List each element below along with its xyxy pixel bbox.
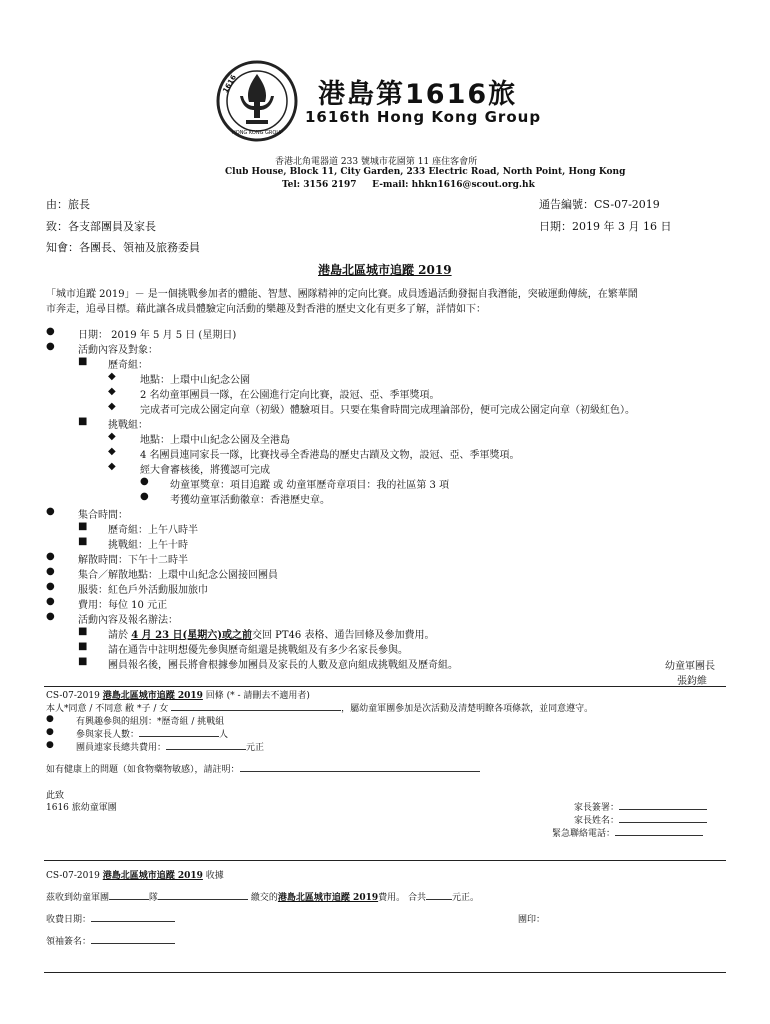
bullet-dot-icon: ● (46, 727, 54, 737)
receipt-team: 隊 (149, 893, 159, 903)
group1-item: 完成者可完成公園定向章（初級）體驗項目。只要在集會時間完成理論部份，便可完成公園定向章（初級紅色）。 (140, 405, 635, 416)
receipt-member-field[interactable] (158, 890, 248, 900)
parent-name-row (574, 813, 707, 826)
group-logo (216, 60, 298, 142)
receipt-fee: 費用。 合共 (378, 893, 426, 903)
receipt-date-field[interactable] (91, 912, 175, 922)
misc-item: 服裝：紅色戶外活動服加旅巾 (78, 585, 208, 596)
group1-title: 歷奇組： (108, 360, 148, 371)
group1-item: 2 名幼童軍團員一隊，在公園進行定向比賽，設冠、亞、季軍獎項。 (140, 390, 440, 401)
reply-title: 港島北區城市追蹤 2019 (102, 691, 203, 701)
bullet-diamond-icon: ◆ (108, 386, 116, 397)
registration-item: 請在通告中註明想優先參與歷奇組還是挑戰組及有多少名家長參與。 (108, 645, 408, 656)
reg-post: 交回 PT46 表格、通告回條及參加費用。 (251, 630, 435, 641)
child-name-field[interactable] (171, 701, 341, 711)
receipt-stamp-label: 團印： (518, 915, 546, 925)
receipt-line (46, 890, 479, 903)
notice-title: 港島北區城市追蹤 2019 (318, 263, 452, 277)
assembly-item: 挑戰組：上午十時 (108, 540, 188, 551)
bullet-square-icon: ■ (78, 641, 88, 652)
address-en: Club House, Block 11, City Garden, 233 Electric Road, North Point, Hong Kong (225, 167, 626, 177)
group1-item: 地點：上環中山紀念公園 (140, 375, 250, 386)
notice-date: 日期：2019 年 3 月 16 日 (539, 220, 672, 233)
cc-line: 知會：各團長、領袖及旅務委員 (46, 241, 200, 254)
parent-count-row (76, 727, 228, 740)
bullet-dot-icon: ● (46, 581, 55, 592)
bullet-diamond-icon: ◆ (108, 431, 116, 442)
to-line: 致：各支部團員及家長 (46, 220, 156, 233)
bullet-dot-icon: ● (46, 506, 55, 517)
reply-items (46, 714, 446, 759)
bullet-dot-icon: ● (140, 476, 149, 487)
group2-item: 經大會審核後，將獲認可完成 (140, 465, 270, 476)
group-choice[interactable]: 有興趣參與的組別：*歷奇組 / 挑戰組 (76, 717, 225, 727)
group2-subitem: 考獲幼童軍活動徽章：香港歷史章。 (170, 495, 330, 506)
bullet-diamond-icon: ◆ (108, 461, 116, 472)
emergency-field[interactable] (615, 826, 703, 836)
misc-item: 活動內容及報名辦法： (78, 615, 178, 626)
health-line (46, 762, 480, 775)
closing: 此致 (46, 791, 65, 801)
content-item: 活動內容及對象： (78, 345, 158, 356)
divider (44, 972, 726, 973)
receipt-event: 港島北區城市追蹤 2019 (277, 893, 379, 903)
bullet-dot-icon: ● (46, 566, 55, 577)
reg-deadline: 4 月 23 日(星期六)或之前 (131, 630, 252, 641)
recipient: 1616 旅幼童軍團 (46, 803, 117, 813)
group2-subitem: 幼童軍獎章：項目追蹤 或 幼童軍歷奇章項目：我的社區第 3 項 (170, 480, 450, 491)
reply-label: 回條 (205, 691, 224, 701)
bullet-dot-icon: ● (46, 611, 55, 622)
logo-text-bottom: HONG KONG GROUP (232, 130, 284, 136)
emergency-label: 緊急聯絡電話： (552, 829, 616, 839)
consent-post: ，屬幼童軍團參加是次活動及清楚明瞭各項條款，並同意遵守。 (341, 704, 594, 714)
reg-pre: 請於 (108, 630, 132, 641)
receipt-pre: 茲收到幼童軍團 (46, 893, 110, 903)
bullet-square-icon: ■ (78, 521, 88, 532)
address-zh: 香港北角電器道 233 號城市花園第 11 座住客會所 (275, 157, 478, 167)
logo-text-top: 1616 (221, 73, 239, 95)
group2-item: 地點：上環中山紀念公園及全港島 (140, 435, 290, 446)
parent-name-field[interactable] (619, 813, 707, 823)
parent-count-label: 參與家長人數： (76, 730, 140, 740)
assembly-title: 集合時間： (78, 510, 128, 521)
unit-dollar: 元正 (246, 743, 265, 753)
registration-item: 團員報名後，團長將會根據參加團員及家長的人數及意向組成挑戰組及歷奇組。 (108, 660, 458, 671)
emergency-row (552, 826, 703, 839)
unit-person: 人 (219, 730, 229, 740)
bullet-diamond-icon: ◆ (108, 371, 116, 382)
bullet-square-icon: ■ (78, 416, 88, 427)
intro-line-2: 市奔走，追尋目標。藉此讓各成員體驗定向活動的樂趣及對香港的歷史文化有更多了解，詳情如下： (46, 304, 486, 315)
bullet-square-icon: ■ (78, 656, 88, 667)
receipt-heading (46, 868, 224, 881)
parent-signature-label: 家長簽署： (574, 803, 620, 813)
receipt-title: 港島北區城市追蹤 2019 (102, 871, 203, 881)
parent-signature-row (574, 800, 707, 813)
from-line: 由：旅長 (46, 198, 90, 211)
receipt-leader-row (46, 934, 175, 947)
bullet-square-icon: ■ (78, 536, 88, 547)
parent-name-label: 家長姓名： (574, 816, 620, 826)
divider (44, 686, 726, 687)
bullet-dot-icon: ● (46, 596, 55, 607)
group-title-en: 1616th Hong Kong Group (305, 108, 542, 126)
signature-name: 張鈞維 (677, 676, 707, 687)
bullet-dot-icon: ● (46, 326, 55, 337)
bullet-dot-icon: ● (46, 714, 54, 724)
group-title-zh: 港島第1616旅 (318, 79, 518, 110)
parent-count-field[interactable] (139, 727, 219, 737)
total-fee-row (76, 740, 264, 753)
receipt-amount-field[interactable] (426, 890, 452, 900)
bullet-dot-icon: ● (46, 740, 54, 750)
misc-item: 解散時間：下午十二時半 (78, 555, 188, 566)
reply-code: CS-07-2019 (46, 691, 100, 701)
parent-signature-field[interactable] (619, 800, 707, 810)
bullet-square-icon: ■ (78, 356, 88, 367)
total-fee-label: 團員連家長總共費用： (76, 743, 167, 753)
reply-note: (* - 請刪去不適用者) (226, 691, 310, 701)
receipt-date-row (46, 912, 175, 925)
misc-item: 集合／解散地點：上環中山紀念公園接回團員 (78, 570, 278, 581)
bullet-square-icon: ■ (78, 626, 88, 637)
registration-item (108, 626, 434, 641)
bullet-dot-icon: ● (46, 551, 55, 562)
bullet-diamond-icon: ◆ (108, 401, 116, 412)
divider (44, 860, 726, 861)
contact-line: Tel: 3156 2197 E-mail: hhkn1616@scout.org.hk (282, 180, 535, 190)
bullet-dot-icon: ● (140, 491, 149, 502)
reply-consent-line (46, 701, 593, 714)
receipt-label: 收據 (205, 871, 224, 881)
health-label: 如有健康上的問題（如食物藥物敏感），請註明： (46, 765, 240, 775)
receipt-date-label: 收費日期： (46, 915, 92, 925)
receipt-unit: 元正。 (451, 893, 479, 903)
notice-number: 通告編號：CS-07-2019 (539, 198, 660, 211)
consent-pre: 本人*同意 / 不同意 敝 *子 / 女 (46, 704, 169, 714)
group2-title: 挑戰組： (108, 420, 148, 431)
receipt-mid: 繳交的 (250, 893, 278, 903)
total-fee-field[interactable] (166, 740, 246, 750)
bullet-dot-icon: ● (46, 341, 55, 352)
reply-heading (46, 688, 310, 701)
assembly-item: 歷奇組：上午八時半 (108, 525, 198, 536)
receipt-leader-field[interactable] (91, 934, 175, 944)
date-item: 日期： 2019 年 5 月 5 日 (星期日) (78, 330, 237, 341)
group2-item: 4 名團員連同家長一隊，比賽找尋全香港島的歷史古蹟及文物，設冠、亞、季軍獎項。 (140, 450, 520, 461)
bullet-diamond-icon: ◆ (108, 446, 116, 457)
health-field[interactable] (240, 762, 480, 772)
intro-line-1: 「城市追蹤 2019」－ 是一個挑戰參加者的體能、智慧、團隊精神的定向比賽。成員透過活動發掘自我潛能，突破運動傳統，在繁華鬧 (46, 289, 638, 300)
signature-role: 幼童軍團長 (665, 661, 715, 672)
receipt-team-field[interactable] (109, 890, 149, 900)
misc-item: 費用：每位 10 元正 (78, 600, 168, 611)
receipt-leader-label: 領袖簽名： (46, 937, 92, 947)
receipt-code: CS-07-2019 (46, 871, 100, 881)
